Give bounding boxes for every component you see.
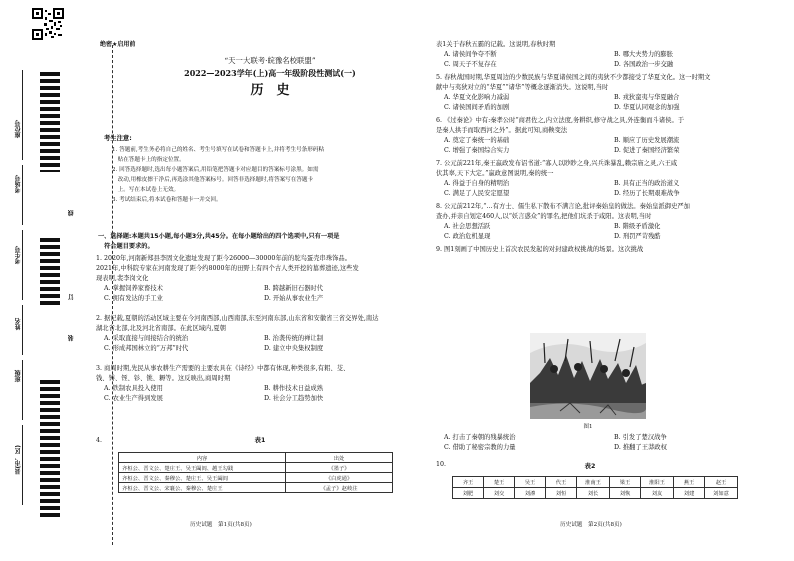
figure-1-caption: 图1 — [583, 424, 593, 430]
section-heading — [98, 232, 339, 252]
question-8 — [436, 202, 776, 242]
field-line — [22, 230, 23, 300]
question-stem: 5. 春秋战国时期,华夏周边的少数民族与华夏诸侯国之间的夷狄不少都接受了华夏文化。这一时期文 — [436, 74, 711, 81]
option-b[interactable]: B. 跨越新旧石器时代 — [264, 285, 324, 292]
option-d[interactable]: D. 开始从事农业生产 — [264, 295, 324, 302]
table-cell: 刘建 — [674, 488, 705, 499]
table-2-caption: 表2 — [584, 463, 596, 470]
question-9 — [436, 245, 776, 255]
table-cell: 淮阳王 — [641, 477, 674, 488]
table-cell: 楚王 — [484, 477, 515, 488]
option-c[interactable]: C. 诸侯国间矛盾的加剧 — [444, 104, 510, 111]
section-heading-line: 一、选择题:本题共15小题,每小题3分,共45分。在每小题给出的四个选项中,只有一项是 — [98, 233, 340, 240]
question-stem: 1. 2020年,河南新郑县李固文化遗址发现了距今26000—30000年前的鸵鸟蛋壳串珠饰品。 — [96, 255, 352, 262]
subject-title: 历 史 — [250, 83, 290, 98]
notice-item: 改动,用橡皮擦干净后,再选涂其他答案标号。回答非选择题时,将答案写在答题卡 — [112, 177, 314, 183]
notice-item: 贴在答题卡上的指定位置。 — [112, 157, 185, 163]
notice-item: 3. 考试结束后,将本试卷和答题卡一并交回。 — [112, 197, 222, 203]
question-stem: 3. 商周时期,先民从事农耕生产需要的主要农具在《诗经》中都有体现,种类很多,有耜、芟、 — [96, 365, 350, 372]
option-a[interactable]: A. 铁制农具投入使用 — [104, 385, 163, 392]
option-a[interactable]: A. 掌握饲养家畜技术 — [104, 285, 163, 292]
question-stem: 8. 公元前212年,“…有方士、儒生私下散布不满言论,批评秦始皇的做法。秦始皇派御史严加 — [436, 203, 690, 210]
table-cell: 吴王 — [515, 477, 546, 488]
option-d[interactable]: D. 建立中央集权制度 — [264, 345, 324, 352]
option-b[interactable]: B. 顺应了历史发展潮流 — [614, 137, 680, 144]
question-9-options — [436, 433, 776, 453]
cut-mark: 订 — [68, 294, 75, 300]
option-a[interactable]: A. 采取直接与间接结合的统治 — [104, 335, 189, 342]
table-cell: 淮南王 — [577, 477, 610, 488]
barcode-stripe — [40, 72, 60, 172]
figure-1-image — [530, 333, 646, 419]
section-heading-line: 符合题目要求的。 — [98, 243, 154, 250]
option-c[interactable]: C. 满足了人民安定愿望 — [444, 190, 510, 197]
table-cell: 赵王 — [705, 477, 738, 488]
table-header: 出处 — [286, 453, 393, 463]
field-line — [22, 305, 23, 355]
table-header: 内容 — [119, 453, 286, 463]
field-line — [22, 165, 23, 225]
field-line — [22, 360, 23, 420]
option-a[interactable]: A. 华夏文化影响力减弱 — [444, 94, 510, 101]
option-d[interactable]: D. 经历了长期艰难战争 — [614, 190, 680, 197]
question-10-number: 10. — [436, 461, 447, 468]
notice-item: 上。写在本试卷上无效。 — [112, 187, 180, 193]
table-cell: 刘友 — [641, 488, 674, 499]
option-a[interactable]: A. 得益于自身的精明治 — [444, 180, 510, 187]
option-b[interactable]: B. 戎狄蛮夷与华夏融合 — [614, 94, 680, 101]
table-cell: 刘如意 — [705, 488, 738, 499]
notice-item: 1. 答题前,考生务必将自己的姓名、考生号填写在试卷和答题卡上,并将考生号条形码粘 — [112, 147, 325, 153]
table-cell: 刘濞 — [515, 488, 546, 499]
question-3 — [96, 364, 421, 404]
county-label: 县(市、区) — [15, 445, 22, 475]
table-cell: 代王 — [546, 477, 577, 488]
option-c[interactable]: C. 拥有发达的手工业 — [104, 295, 163, 302]
notice-list — [112, 145, 324, 205]
option-d[interactable]: D. 华夏认同观念的加强 — [614, 104, 680, 111]
option-d[interactable]: D. 刑罚严苛残酷 — [614, 233, 661, 240]
option-b[interactable]: B. 引发了楚汉战争 — [614, 434, 667, 441]
table-cell: 齐桓公、晋文公、楚庄王、吴王阖闾、越王勾践 — [119, 463, 286, 473]
option-b[interactable]: B. 具有正当的政治道义 — [614, 180, 680, 187]
table-2 — [452, 476, 738, 499]
question-stem: 表1关于春秋五霸的记载。这说明,春秋时期 — [436, 41, 556, 48]
cut-mark: 线 — [68, 210, 75, 216]
qr-code-icon — [32, 8, 64, 40]
question-stem: 现表明,裴李岗文化 — [96, 275, 149, 282]
option-c[interactable]: C. 增强了秦国综合实力 — [444, 147, 510, 154]
cut-mark: 装 — [68, 335, 75, 341]
table-cell: 《孟子》赵岐注 — [286, 483, 393, 493]
question-stem: 7. 公元前221年,秦王嬴政发布诏书道:“寡人以眇眇之身,兴兵诛暴乱,赖宗庙之灵,六王咸 — [436, 160, 678, 167]
question-stem: 钱、镈、铚、钐、铫、耨等。这反映出,商周时期 — [96, 375, 231, 382]
question-2 — [96, 314, 421, 354]
option-b[interactable]: B. 耕作技术日益成熟 — [264, 385, 324, 392]
table-cell: 刘交 — [484, 488, 515, 499]
question-stem: 9. 图1刻画了中国历史上首次农民发起的对封建政权挑战的场景。这次挑战 — [436, 246, 644, 253]
barcode-stripe — [40, 238, 60, 308]
option-d[interactable]: D. 社会分工趋势加快 — [264, 395, 324, 402]
notice-title: 考生注意: — [104, 135, 132, 142]
class-label: 班级 — [15, 370, 22, 382]
question-6 — [436, 116, 776, 156]
option-c[interactable]: C. 借助了秘密宗教的力量 — [444, 444, 516, 451]
table-cell: 刘恢 — [610, 488, 641, 499]
table-cell: 梁王 — [610, 477, 641, 488]
seat-number-label: 座位号 — [15, 120, 22, 138]
question-stem: 2021年,中科院专家在河南发现了距今约8000年的田野上有四个古人类开挖的墓葬遗迹,这些发 — [96, 265, 359, 272]
right-column — [436, 40, 776, 255]
question-5 — [436, 73, 776, 113]
question-4-number: 4. — [96, 437, 103, 444]
option-a[interactable]: A. 诸侯间争夺不断 — [444, 51, 497, 58]
exam-title: 2022—2023学年(上)高一年级阶段性测试(一) — [184, 68, 356, 78]
table-1-caption: 表1 — [254, 437, 266, 444]
table-cell: 《墨子》 — [286, 463, 393, 473]
question-stem: 献中与夷狄对立的“华夏”“诸华”等概念逐渐消失。这说明,当时 — [436, 84, 609, 91]
name-label: 姓名 — [15, 318, 22, 330]
option-a[interactable]: A. 打击了秦朝的残暴统治 — [444, 434, 516, 441]
candidate-number-label: 考生号 — [15, 246, 22, 264]
series-title: “天一大联考·皖豫名校联盟” — [224, 56, 316, 65]
question-stem: 6. 《过秦论》中有:秦孝公时“商君佐之,内立法度,务耕织,修守战之具,外连衡而斗诸侯。于 — [436, 117, 685, 124]
option-a[interactable]: A. 社会思想活跃 — [444, 223, 491, 230]
question-stem: 湖北省北部,北及河北省南部。在此区域内,夏朝 — [96, 325, 226, 332]
barcode-stripe — [40, 380, 60, 520]
table-cell: 刘肥 — [453, 488, 484, 499]
table-cell: 齐桓公、晋文公、秦穆公、楚庄王、吴王阖闾 — [119, 473, 286, 483]
table-cell: 刘恒 — [546, 488, 577, 499]
option-d[interactable]: D. 促进了秦国经济繁荣 — [614, 147, 680, 154]
option-c[interactable]: C. 政治危机显现 — [444, 233, 491, 240]
option-c[interactable]: C. 形成邦国林立的“万邦”时代 — [104, 345, 189, 352]
table-1 — [118, 452, 393, 493]
notice-item: 2. 回答选择题时,选出每小题答案后,用铅笔把答题卡对应题目的答案标号涂黑。如需 — [112, 167, 319, 173]
option-d[interactable]: D. 各国政治一步交融 — [614, 61, 674, 68]
table-cell: 齐桓公、晋文公、宋襄公、秦穆公、楚庄王 — [119, 483, 286, 493]
table-cell: 齐王 — [453, 477, 484, 488]
option-b[interactable]: B. 哪大夫势力的膨胀 — [614, 51, 674, 58]
table-cell: 刘长 — [577, 488, 610, 499]
question-stem: 伏其辜,天下大定。”嬴政意图说明,秦的统一 — [436, 170, 554, 177]
option-d[interactable]: D. 推翻了王莽政权 — [614, 444, 667, 451]
page-footer-right: 历史试题 第2页(共8页) — [560, 522, 622, 528]
question-stem: 是秦人拱手而取西河之外”。据此可知,商鞅变法 — [436, 127, 568, 134]
field-line — [22, 70, 23, 160]
table-cell: 《白虎通》 — [286, 473, 393, 483]
question-stem: 2. 据记载,夏朝的活动区域主要在今河南西部,山西南部,东至河南东部,山东省和安徽省三省交界处,南达 — [96, 315, 379, 322]
question-1 — [96, 254, 421, 304]
option-c[interactable]: C. 周天子不复存在 — [444, 61, 497, 68]
page-footer-left: 历史试题 第1页(共8页) — [190, 522, 252, 528]
question-7 — [436, 159, 776, 199]
question-4-continued — [436, 40, 776, 70]
option-a[interactable]: A. 奠定了秦统一的基础 — [444, 137, 510, 144]
option-b[interactable]: B. 治袭传统的禅让制 — [264, 335, 324, 342]
exam-room-label: 考场号 — [15, 175, 22, 193]
question-stem: 查办,并亲自划定460人,以“妖言惑众”的罪名,把他们坑杀于咸阳。这表明,当时 — [436, 213, 652, 220]
option-c[interactable]: C. 农业生产得到发展 — [104, 395, 163, 402]
secret-mark: 绝密★启用前 — [100, 41, 136, 48]
option-b[interactable]: B. 階级矛盾激化 — [614, 223, 661, 230]
table-cell: 燕王 — [674, 477, 705, 488]
